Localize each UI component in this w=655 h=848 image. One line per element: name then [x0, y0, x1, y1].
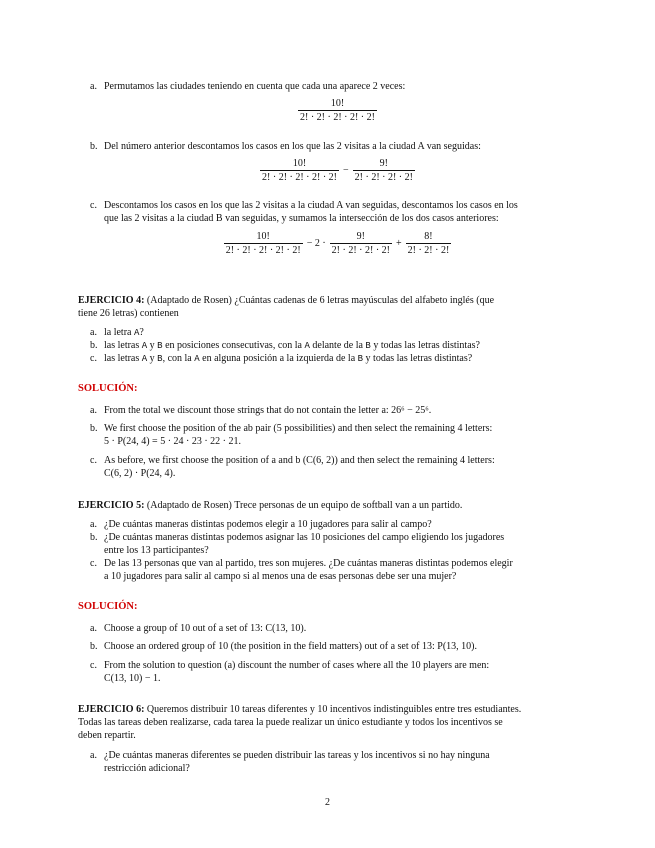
item-label: a. — [90, 519, 97, 530]
item-text: las letras — [104, 340, 140, 351]
item-text-line2: a 10 jugadores para salir al campo si al menos una de esas personas debe ser una mujer? — [104, 571, 457, 582]
item-text: y todas las letras distintas? — [373, 340, 480, 351]
item-text-line2: 5 · P(24, 4) = 5 · 24 · 23 · 22 · 21. — [104, 436, 242, 447]
solution-heading: SOLUCIÓN: — [78, 383, 138, 394]
denominator: 2! · 2! · 2! · 2! — [331, 245, 390, 256]
sol5-item-a — [90, 622, 585, 635]
item-text-line2: restricción adicional? — [104, 763, 190, 774]
numerator: 10! — [256, 231, 270, 242]
item-text-line1: As before, we first choose the position of a and b (C(6, 2)) and then select the remaining 4 letters: — [104, 455, 495, 466]
item-text: las letras — [104, 353, 140, 364]
page-number: 2 — [325, 797, 330, 808]
item-label: a. — [90, 81, 97, 92]
item-text: From the total we discount those strings that do not contain the letter a: — [104, 405, 392, 416]
item-text-line1: ¿De cuántas maneras diferentes se pueden distribuir las tareas y los incentivos si no hay ninguna — [104, 750, 490, 761]
exercise-6 — [78, 703, 585, 742]
item-label: c. — [90, 353, 97, 364]
item-text-line2: que las 2 visitas a la ciudad B van seguidas, y sumamos la intersección de los dos casos anteriores: — [104, 213, 499, 224]
ex6-item-a — [90, 749, 585, 775]
exercise-text-line1: (Adaptado de Rosen) ¿Cuántas cadenas de 6 letras mayúsculas del alfabeto inglés (que — [146, 295, 495, 306]
formula-a — [90, 98, 585, 123]
item-text-line2: C(13, 10) − 1. — [104, 673, 161, 684]
item-text-line1: Descontamos los casos en los que las 2 visitas a la ciudad A van seguidas, descontamos los casos en los — [104, 200, 518, 211]
fraction — [330, 231, 392, 256]
ex5-item-c — [90, 557, 585, 583]
ex5-item-a — [90, 518, 585, 531]
operator: − — [343, 165, 349, 176]
code-letter: A — [141, 354, 148, 364]
fraction — [224, 231, 303, 256]
item-text: y — [149, 353, 155, 364]
code-letter: A — [304, 341, 310, 351]
fraction — [260, 158, 339, 183]
exercise-text-line1: Queremos distribuir 10 tareas diferentes y 10 incentivos indistinguibles entre tres estudiantes. — [146, 704, 522, 715]
code-letter: B — [357, 354, 364, 364]
operator: + — [395, 238, 402, 249]
item-text: y — [149, 340, 155, 351]
sol5-item-c — [90, 659, 585, 685]
item-label: c. — [90, 660, 97, 671]
numerator: 9! — [379, 158, 388, 169]
formula-b — [90, 158, 585, 183]
ex4-item-a — [90, 326, 585, 340]
item-label: a. — [90, 327, 97, 338]
item-formula: 26⁶ − 25⁶. — [391, 405, 432, 416]
item-label: b. — [90, 340, 98, 351]
code-letter: B — [157, 354, 163, 364]
item-text: delante de la — [312, 340, 363, 351]
item-label: b. — [90, 423, 98, 434]
item-text: , con la — [162, 353, 192, 364]
item-label: c. — [90, 200, 97, 211]
fraction — [406, 231, 452, 256]
item-label: a. — [90, 623, 97, 634]
numerator: 9! — [356, 231, 365, 242]
solution-heading: SOLUCIÓN: — [78, 601, 138, 612]
item-text: en posiciones consecutivas, con la — [165, 340, 302, 351]
item-label: c. — [90, 455, 97, 466]
sol4-item-a — [90, 404, 585, 417]
code-letter: A — [133, 328, 140, 338]
exercise-text-line3: deben repartir. — [78, 730, 136, 741]
numerator: 10! — [292, 158, 307, 169]
sol4-item-b — [90, 422, 585, 448]
exercise-text-line2: tiene 26 letras) contienen — [78, 308, 179, 319]
exercise-heading: EJERCICIO 4: — [78, 295, 145, 306]
item-text-line1: From the solution to question (a) discount the number of cases where all the 10 players are men: — [104, 660, 490, 671]
denominator: 2! · 2! · 2! · 2! · 2! — [262, 172, 338, 183]
denominator: 2! · 2! · 2! — [407, 245, 450, 256]
item-label: b. — [90, 141, 98, 152]
fraction — [298, 98, 377, 123]
item-text: y todas las letras distintas? — [365, 353, 473, 364]
numerator: 8! — [424, 231, 433, 242]
item-text: Choose a group of 10 out of a set of 13: C(13, 10). — [104, 623, 307, 634]
item-text-line1: De las 13 personas que van al partido, tres son mujeres. ¿De cuántas maneras distintas podemos elegir — [104, 558, 513, 569]
denominator: 2! · 2! · 2! · 2! · 2! — [225, 245, 301, 256]
exercise-5 — [78, 499, 585, 512]
item-text-line1: ¿De cuántas maneras distintas podemos asignar las 10 posiciones del campo eligiendo los jugadores — [104, 532, 505, 543]
item-label: b. — [90, 532, 98, 543]
code-letter: B — [365, 341, 371, 351]
exercise-4 — [78, 294, 585, 320]
exercise-text: (Adaptado de Rosen) Trece personas de un equipo de softball van a un partido. — [146, 500, 463, 511]
item-text: ? — [139, 327, 144, 338]
prev-item-b — [90, 140, 585, 153]
sol4-item-c — [90, 454, 585, 480]
ex5-item-b — [90, 531, 585, 557]
ex4-item-c — [90, 352, 585, 366]
item-label: b. — [90, 641, 98, 652]
sol5-item-b — [90, 640, 585, 653]
item-text: ¿De cuántas maneras distintas podemos elegir a 10 jugadores para salir al campo? — [104, 519, 432, 530]
prev-item-c — [90, 199, 585, 225]
denominator: 2! · 2! · 2! · 2! · 2! — [300, 112, 375, 123]
item-label: a. — [90, 405, 97, 416]
item-text: Permutamos las ciudades teniendo en cuenta que cada una aparece 2 veces: — [104, 81, 406, 92]
formula-c — [90, 231, 585, 256]
fraction — [353, 158, 415, 183]
prev-item-a — [90, 80, 585, 93]
denominator: 2! · 2! · 2! · 2! — [354, 172, 413, 183]
exercise-text-line2: Todas las tareas deben realizarse, cada tarea la puede realizar un único estudiante y todos los incentivos se — [78, 717, 503, 728]
exercise-heading: EJERCICIO 6: — [78, 704, 145, 715]
code-letter: A — [194, 354, 200, 364]
item-text: Del número anterior descontamos los casos en los que las 2 visitas a la ciudad A van seguidas: — [104, 141, 481, 152]
item-text: en alguna posición a la izquierda de la — [202, 353, 356, 364]
item-text: la letra — [104, 327, 132, 338]
item-text: Choose an ordered group of 10 (the position in the field matters) out of a set of 13: P(13, 10). — [104, 641, 477, 652]
item-text-line1: We first choose the position of the ab pair (5 possibilities) and then select the remaining 4 letters: — [104, 423, 493, 434]
ex4-item-b — [90, 339, 585, 353]
item-text-line2: entre los 13 participantes? — [104, 545, 209, 556]
code-letter: A — [141, 341, 148, 351]
code-letter: B — [157, 341, 163, 351]
numerator: 10! — [330, 98, 345, 109]
item-label: c. — [90, 558, 97, 569]
exercise-heading: EJERCICIO 5: — [78, 500, 145, 511]
item-label: a. — [90, 750, 97, 761]
item-text-line2: C(6, 2) · P(24, 4). — [104, 468, 176, 479]
operator: − 2 · — [306, 238, 326, 249]
